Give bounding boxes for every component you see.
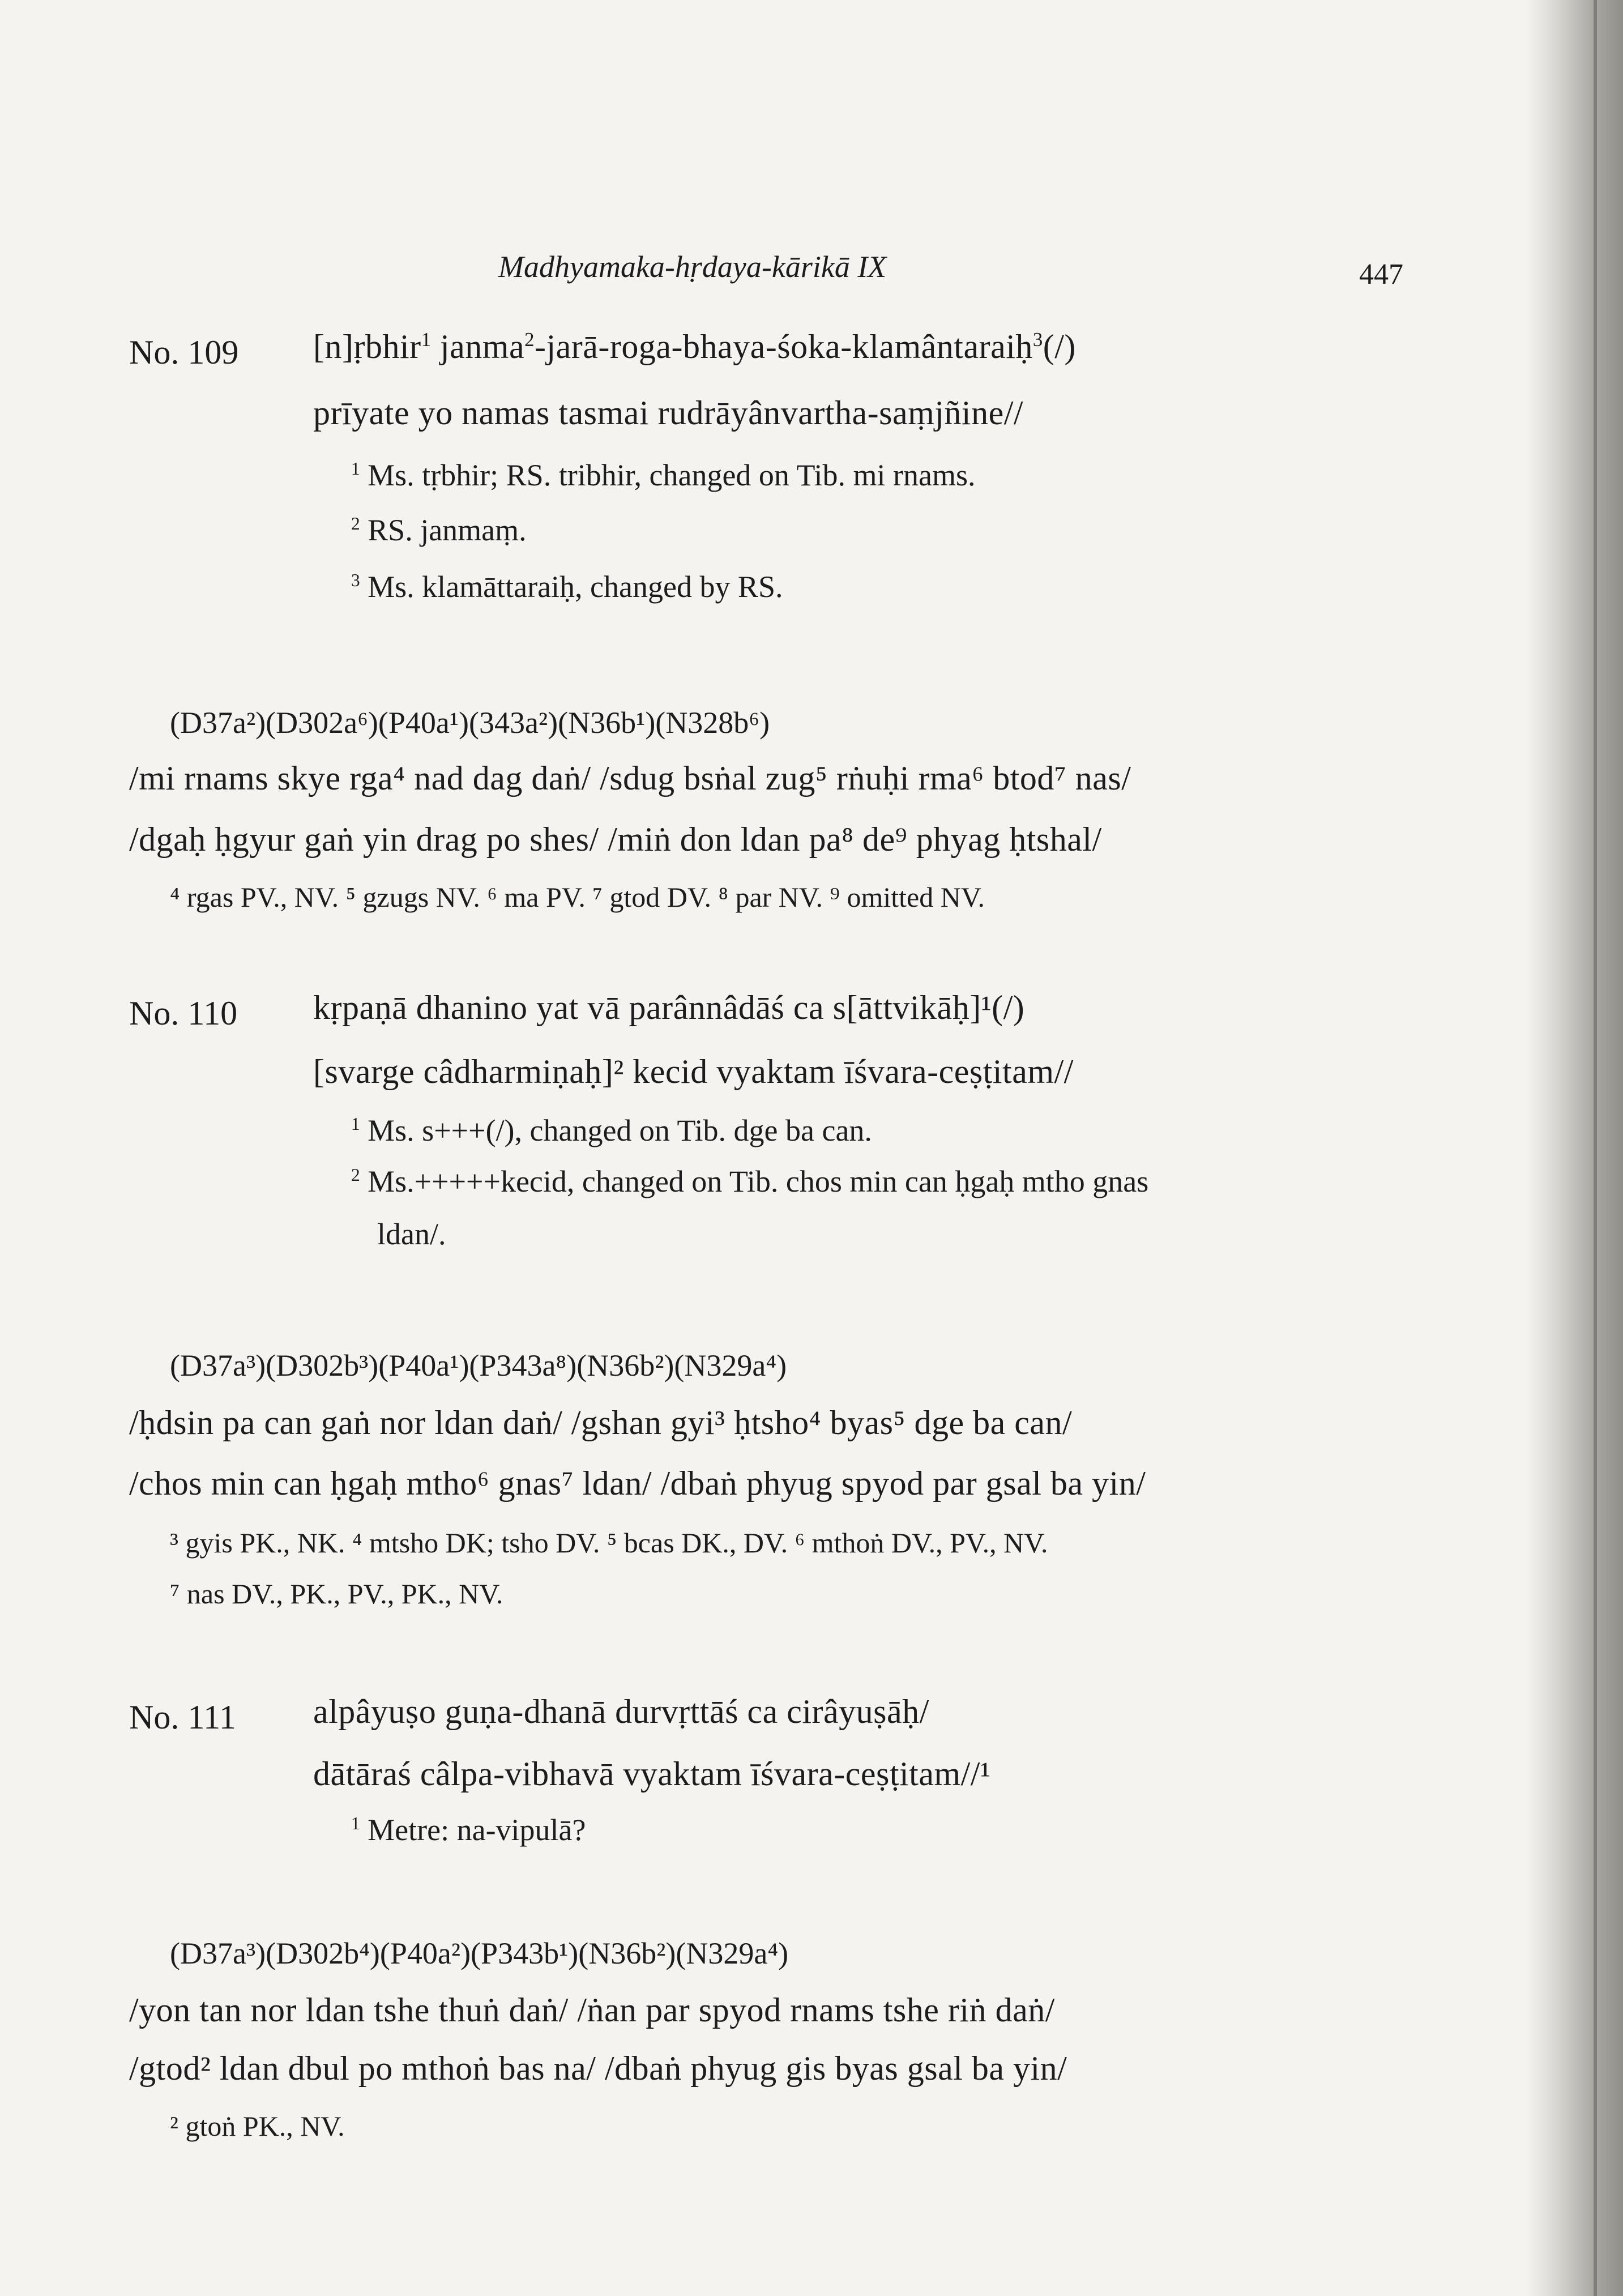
- page-edge-shadow: [1527, 0, 1623, 2296]
- footnote: $^2$ Ms.+++++kecid, changed on Tib. chos min can ḥgaḥ mtho gnas: [351, 1164, 1149, 1198]
- footnote: $^2$ RS. janmaṃ.: [351, 513, 527, 547]
- page-edge-line: [1594, 0, 1597, 2296]
- tibetan-verse-line: /ḥdsin pa can gaṅ nor ldan daṅ/ /gshan gyi³ ḥtsho⁴ byas⁵ dge ba can/: [129, 1404, 1073, 1441]
- tibetan-variant-notes: ³ gyis PK., NK. ⁴ mtsho DK; tsho DV. ⁵ bcas DK., DV. ⁶ mthoṅ DV., PV., NV.: [170, 1527, 1048, 1559]
- sanskrit-verse-line: prīyate yo namas tasmai rudrāyânvartha-saṃjñine//: [313, 394, 1024, 432]
- tibetan-verse-line: /gtod² ldan dbul po mthoṅ bas na/ /dbaṅ phyug gis byas gsal ba yin/: [129, 2050, 1067, 2087]
- entry-number: No. 110: [129, 995, 238, 1032]
- sanskrit-verse-line: [svarge câdharmiṇaḥ]² kecid vyaktam īśvara-ceṣṭitam//: [313, 1053, 1074, 1090]
- tibetan-verse-line: /yon tan nor ldan tshe thuṅ daṅ/ /ṅan par spyod rnams tshe riṅ daṅ/: [129, 1991, 1055, 2029]
- page-number: 447: [1359, 258, 1403, 291]
- sanskrit-verse-line: dātāraś câlpa-vibhavā vyaktam īśvara-ceṣṭitam//¹: [313, 1755, 991, 1793]
- tibetan-variant-notes: ⁷ nas DV., PK., PV., PK., NV.: [170, 1578, 503, 1610]
- footnote: ldan/.: [377, 1217, 446, 1251]
- footnote: $^1$ Metre: na-vipulā?: [351, 1813, 586, 1847]
- sanskrit-verse-line: [n]ṛbhir$^1$ janma$^2$-jarā-roga-bhaya-śoka-klamântaraiḥ$^3$(/): [313, 328, 1076, 365]
- tibetan-verse-line: /chos min can ḥgaḥ mtho⁶ gnas⁷ ldan/ /dbaṅ phyug spyod par gsal ba yin/: [129, 1465, 1146, 1502]
- footnote: $^1$ Ms. s+++(/), changed on Tib. dge ba can.: [351, 1113, 872, 1147]
- entry-number: No. 111: [129, 1698, 236, 1736]
- tibetan-variant-notes: ⁴ rgas PV., NV. ⁵ gzugs NV. ⁶ ma PV. ⁷ gtod DV. ⁸ par NV. ⁹ omitted NV.: [170, 881, 985, 913]
- tibetan-verse-line: /mi rnams skye rga⁴ nad dag daṅ/ /sdug bsṅal zug⁵ rṅuḥi rma⁶ btod⁷ nas/: [129, 759, 1131, 797]
- manuscript-references: (D37a³)(D302b³)(P40a¹)(P343a⁸)(N36b²)(N329a⁴): [170, 1348, 787, 1382]
- footnote: $^3$ Ms. klamāttaraiḥ, changed by RS.: [351, 570, 783, 604]
- entry-number: No. 109: [129, 334, 239, 371]
- sanskrit-verse-line: alpâyuṣo guṇa-dhanā durvṛttāś ca cirâyuṣāḥ/: [313, 1693, 929, 1730]
- footnote: $^1$ Ms. tṛbhir; RS. tribhir, changed on Tib. mi rnams.: [351, 458, 976, 492]
- tibetan-verse-line: /dgaḥ ḥgyur gaṅ yin drag po shes/ /miṅ don ldan pa⁸ de⁹ phyag ḥtshal/: [129, 821, 1102, 858]
- tibetan-variant-notes: ² gtoṅ PK., NV.: [170, 2110, 345, 2142]
- manuscript-references: (D37a³)(D302b⁴)(P40a²)(P343b¹)(N36b²)(N329a⁴): [170, 1936, 789, 1970]
- sanskrit-verse-line: kṛpaṇā dhanino yat vā parânnâdāś ca s[āttvikāḥ]¹(/): [313, 989, 1025, 1026]
- manuscript-references: (D37a²)(D302a⁶)(P40a¹)(343a²)(N36b¹)(N328b⁶): [170, 706, 770, 740]
- running-header: Madhyamaka-hṛdaya-kārikā IX: [498, 250, 887, 284]
